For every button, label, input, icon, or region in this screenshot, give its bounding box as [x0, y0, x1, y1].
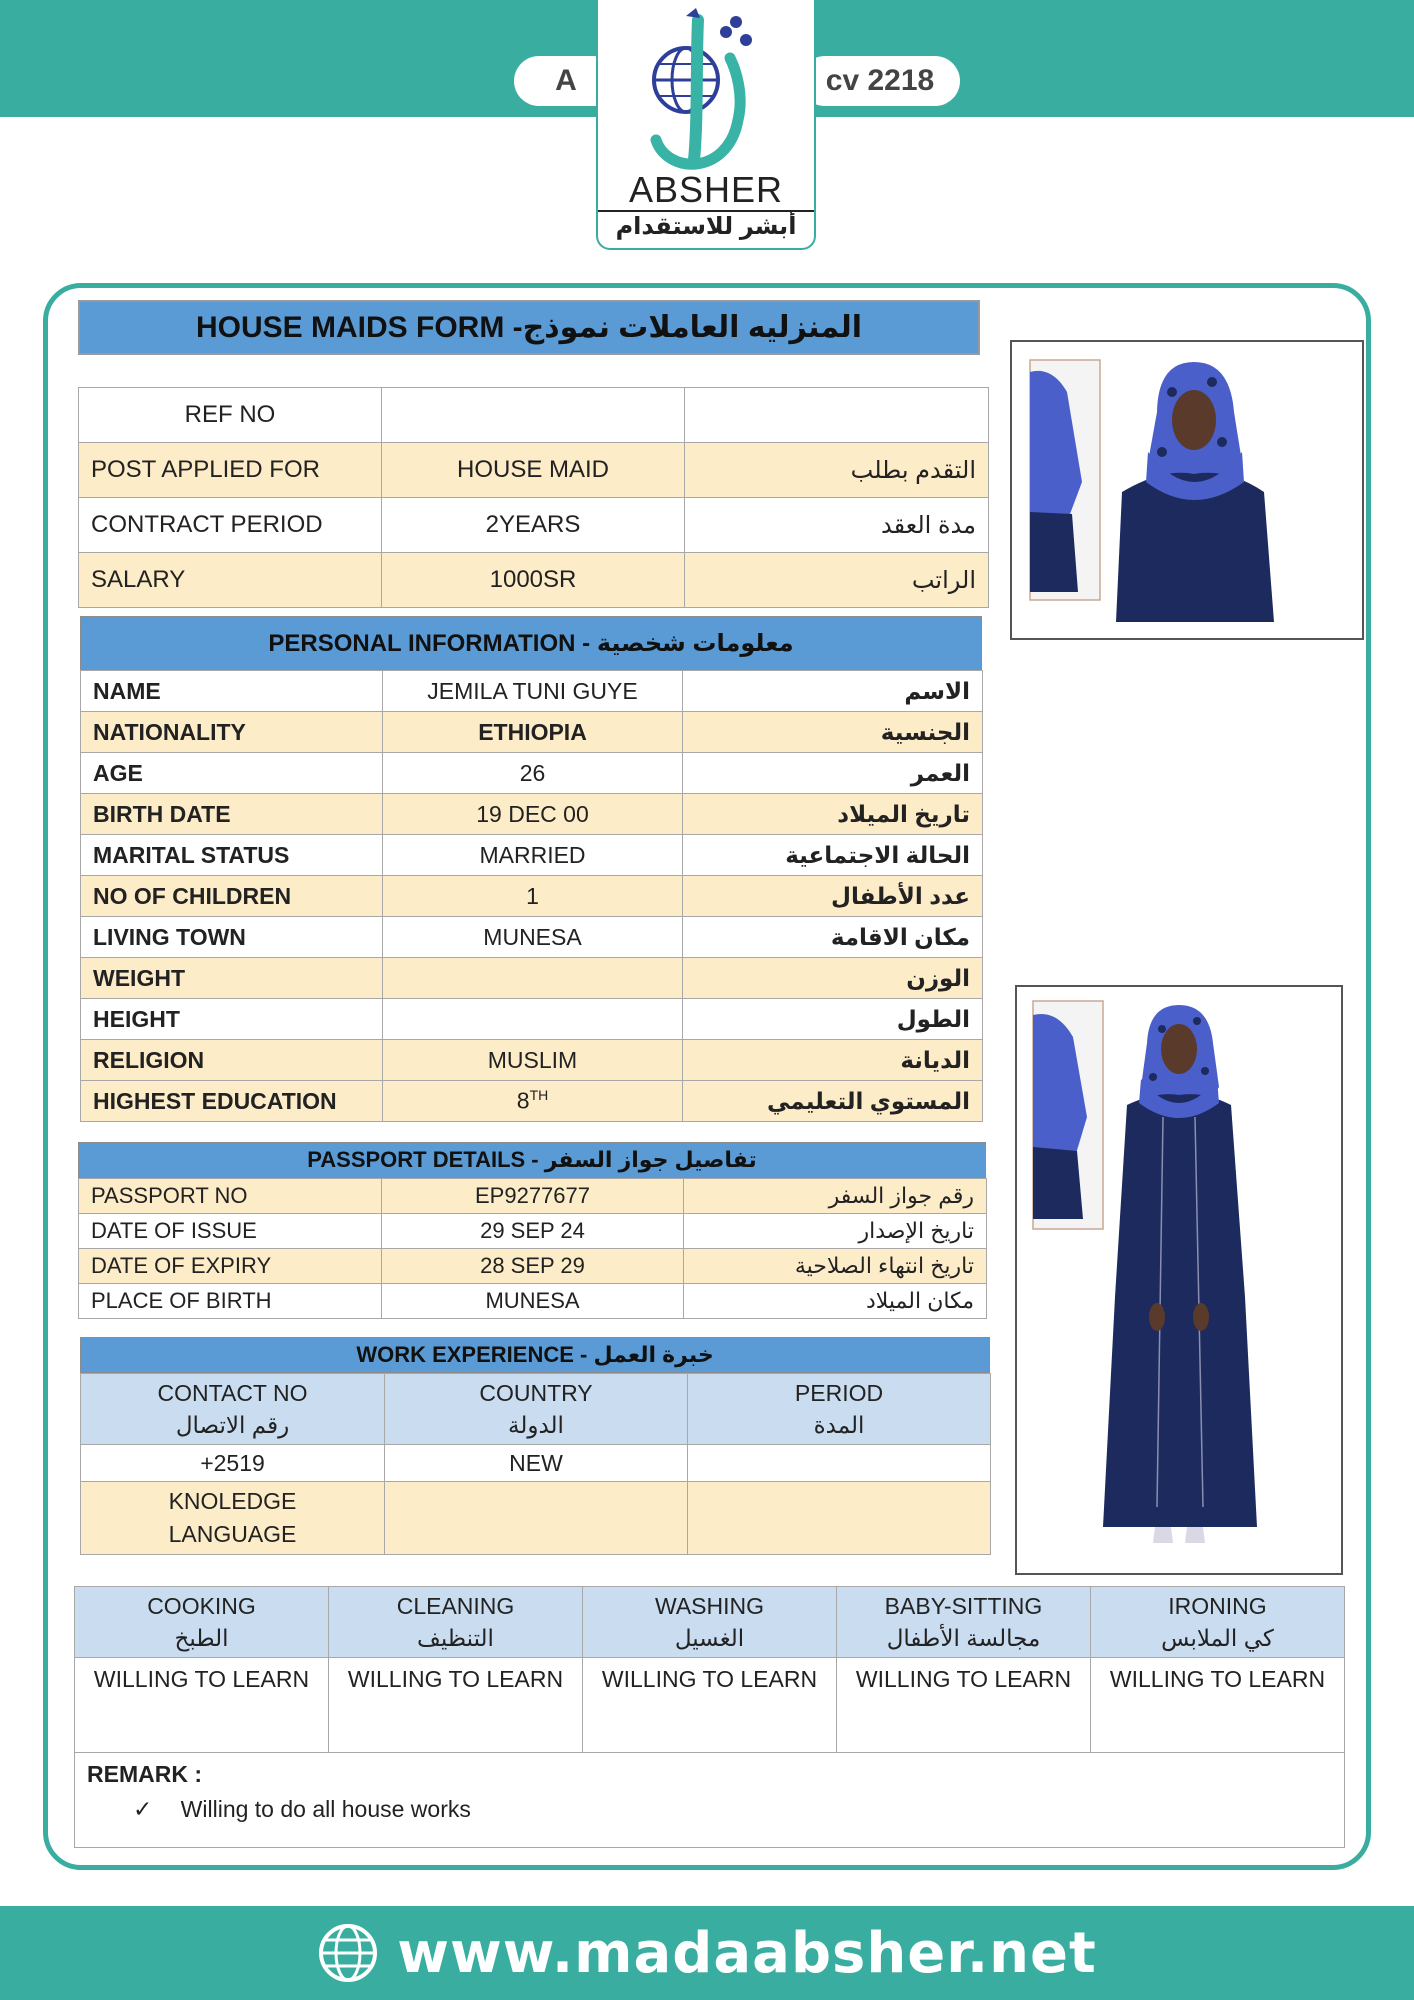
table-row — [81, 876, 983, 917]
skill-value: WILLING TO LEARN — [1091, 1658, 1345, 1753]
table-row — [79, 1179, 987, 1214]
table-row — [81, 1040, 983, 1081]
row-label-ar: تاريخ انتهاء الصلاحية — [684, 1249, 987, 1284]
skill-header-cooking — [75, 1587, 329, 1658]
table-row — [79, 388, 989, 443]
row-value: JEMILA TUNI GUYE — [383, 671, 683, 712]
skill-en: WASHING — [654, 1593, 765, 1619]
contract-label-ar: مدة العقد — [685, 498, 989, 553]
skill-ar: مجالسة الأطفال — [886, 1625, 1041, 1651]
row-label: HEIGHT — [81, 999, 383, 1040]
row-value: MUSLIM — [383, 1040, 683, 1081]
salary-value: 1000SR — [382, 553, 685, 608]
passport-header: PASSPORT DETAILS - تفاصيل جواز السفر — [78, 1142, 986, 1178]
ref-label-ar — [685, 388, 989, 443]
row-value: EP9277677 — [382, 1179, 684, 1214]
table-row — [81, 1081, 983, 1122]
row-label-ar: عدد الأطفال — [683, 876, 983, 917]
salary-label-ar: الراتب — [685, 553, 989, 608]
check-icon: ✓ — [133, 1796, 153, 1822]
contract-label: CONTRACT PERIOD — [79, 498, 382, 553]
table-row — [81, 1445, 991, 1482]
table-row — [79, 1284, 987, 1319]
column-header-en: CONTACT NO — [157, 1380, 308, 1406]
column-header-en: PERIOD — [794, 1380, 884, 1406]
row-value — [383, 958, 683, 999]
personal-info-table — [80, 670, 983, 1122]
ref-label: REF NO — [79, 388, 382, 443]
row-label: RELIGION — [81, 1040, 383, 1081]
row-value — [383, 1081, 683, 1122]
skill-ar: الغسيل — [674, 1625, 745, 1651]
remark-cell — [75, 1753, 1345, 1848]
language-label: LANGUAGE — [168, 1521, 297, 1547]
row-label-ar: الاسم — [683, 671, 983, 712]
full-body-photo-image — [1017, 987, 1341, 1573]
skill-en: COOKING — [147, 1593, 256, 1619]
salary-label: SALARY — [79, 553, 382, 608]
table-row — [79, 443, 989, 498]
photo-full-body — [1015, 985, 1343, 1575]
row-label: HIGHEST EDUCATION — [81, 1081, 383, 1122]
skill-header-baby-sitting — [837, 1587, 1091, 1658]
ref-table — [78, 387, 989, 608]
footer — [0, 1906, 1414, 2000]
row-label-ar: العمر — [683, 753, 983, 794]
post-label-ar: التقدم بطلب — [685, 443, 989, 498]
column-header-en: COUNTRY — [479, 1380, 593, 1406]
row-label: DATE OF EXPIRY — [79, 1249, 382, 1284]
work-experience-table — [80, 1373, 991, 1555]
logo — [596, 0, 816, 250]
table-row — [79, 1214, 987, 1249]
column-header-ar: رقم الاتصال — [175, 1412, 290, 1438]
row-value: MARRIED — [383, 835, 683, 876]
row-label-ar: تاريخ الميلاد — [683, 794, 983, 835]
table-row — [81, 999, 983, 1040]
ref-value — [382, 388, 685, 443]
row-value: ETHIOPIA — [383, 712, 683, 753]
row-value: 1 — [383, 876, 683, 917]
column-header — [81, 1374, 385, 1445]
contact-value: +2519 — [81, 1445, 385, 1482]
row-label: NO OF CHILDREN — [81, 876, 383, 917]
table-row — [81, 794, 983, 835]
column-header-ar: الدولة — [508, 1412, 564, 1438]
skill-ar: الطبخ — [174, 1625, 229, 1651]
personal-info-header: PERSONAL INFORMATION - معلومات شخصية — [80, 616, 982, 670]
row-label: PLACE OF BIRTH — [79, 1284, 382, 1319]
table-row — [81, 1482, 991, 1555]
row-label: LIVING TOWN — [81, 917, 383, 958]
row-label: PASSPORT NO — [79, 1179, 382, 1214]
row-value: MUNESA — [382, 1284, 684, 1319]
row-label-ar: تاريخ الإصدار — [684, 1214, 987, 1249]
education-sup: TH — [529, 1087, 549, 1104]
row-label: MARITAL STATUS — [81, 835, 383, 876]
row-label: NATIONALITY — [81, 712, 383, 753]
post-value: HOUSE MAID — [382, 443, 685, 498]
column-header — [385, 1374, 688, 1445]
table-row — [79, 498, 989, 553]
row-label: BIRTH DATE — [81, 794, 383, 835]
remark-text: Willing to do all house works — [180, 1796, 471, 1822]
knowledge-label: KNOLEDGE — [168, 1488, 297, 1514]
period-value — [688, 1445, 991, 1482]
skill-value: WILLING TO LEARN — [329, 1658, 583, 1753]
row-label-ar: الطول — [683, 999, 983, 1040]
skill-header-cleaning — [329, 1587, 583, 1658]
row-label-ar: مكان الميلاد — [684, 1284, 987, 1319]
passport-table — [78, 1178, 987, 1319]
row-label-ar: الحالة الاجتماعية — [683, 835, 983, 876]
table-row — [75, 1753, 1345, 1848]
table-row — [79, 1249, 987, 1284]
table-row — [79, 553, 989, 608]
row-label-ar: مكان الاقامة — [683, 917, 983, 958]
row-value: 29 SEP 24 — [382, 1214, 684, 1249]
skill-ar: التنظيف — [417, 1625, 494, 1651]
column-header-ar: المدة — [813, 1412, 865, 1438]
logo-brand-ar: أبشر للاستقدام — [615, 213, 797, 240]
row-label-ar: الجنسية — [683, 712, 983, 753]
row-label: WEIGHT — [81, 958, 383, 999]
table-row — [81, 753, 983, 794]
table-row — [75, 1587, 1345, 1658]
row-value: 19 DEC 00 — [383, 794, 683, 835]
website-link[interactable]: www.madaabsher.net — [397, 1920, 1097, 1986]
post-label: POST APPLIED FOR — [79, 443, 382, 498]
form-title: HOUSE MAIDS FORM -المنزليه العاملات نموذج — [78, 300, 980, 355]
education-value: 8 — [516, 1087, 530, 1114]
table-row — [81, 1374, 991, 1445]
row-label-ar: الوزن — [683, 958, 983, 999]
knowledge-language-label — [81, 1482, 385, 1555]
row-label: NAME — [81, 671, 383, 712]
skill-value: WILLING TO LEARN — [837, 1658, 1091, 1753]
skill-value: WILLING TO LEARN — [75, 1658, 329, 1753]
work-experience-header: WORK EXPERIENCE - خبرة العمل — [80, 1337, 990, 1373]
row-label-ar: المستوي التعليمي — [683, 1081, 983, 1122]
logo-brand-en: ABSHER — [598, 170, 814, 212]
globe-icon — [317, 1922, 379, 1984]
contract-value: 2YEARS — [382, 498, 685, 553]
row-value: MUNESA — [383, 917, 683, 958]
country-value: NEW — [385, 1445, 688, 1482]
row-value: 26 — [383, 753, 683, 794]
cv-number-badge: cv 2218 — [800, 56, 960, 106]
skill-header-ironing — [1091, 1587, 1345, 1658]
knowledge-value — [385, 1482, 688, 1555]
skills-table — [74, 1586, 1345, 1848]
skill-en: BABY-SITTING — [884, 1593, 1043, 1619]
column-header — [688, 1374, 991, 1445]
photo-portrait — [1010, 340, 1364, 640]
table-row — [81, 671, 983, 712]
knowledge-value-2 — [688, 1482, 991, 1555]
left-badge: A — [514, 56, 618, 106]
row-label: AGE — [81, 753, 383, 794]
table-row — [81, 917, 983, 958]
table-row — [81, 835, 983, 876]
skill-en: IRONING — [1168, 1593, 1267, 1619]
row-label-ar: رقم جواز السفر — [684, 1179, 987, 1214]
skill-header-washing — [583, 1587, 837, 1658]
skill-value: WILLING TO LEARN — [583, 1658, 837, 1753]
remark-label: REMARK : — [87, 1761, 202, 1787]
row-label-ar: الديانة — [683, 1040, 983, 1081]
table-row — [75, 1658, 1345, 1753]
portrait-photo-image — [1012, 342, 1362, 638]
table-row — [81, 958, 983, 999]
row-value: 28 SEP 29 — [382, 1249, 684, 1284]
row-value — [383, 999, 683, 1040]
skill-ar: كي الملابس — [1161, 1625, 1274, 1651]
skill-en: CLEANING — [396, 1593, 515, 1619]
table-row — [81, 712, 983, 753]
row-label: DATE OF ISSUE — [79, 1214, 382, 1249]
